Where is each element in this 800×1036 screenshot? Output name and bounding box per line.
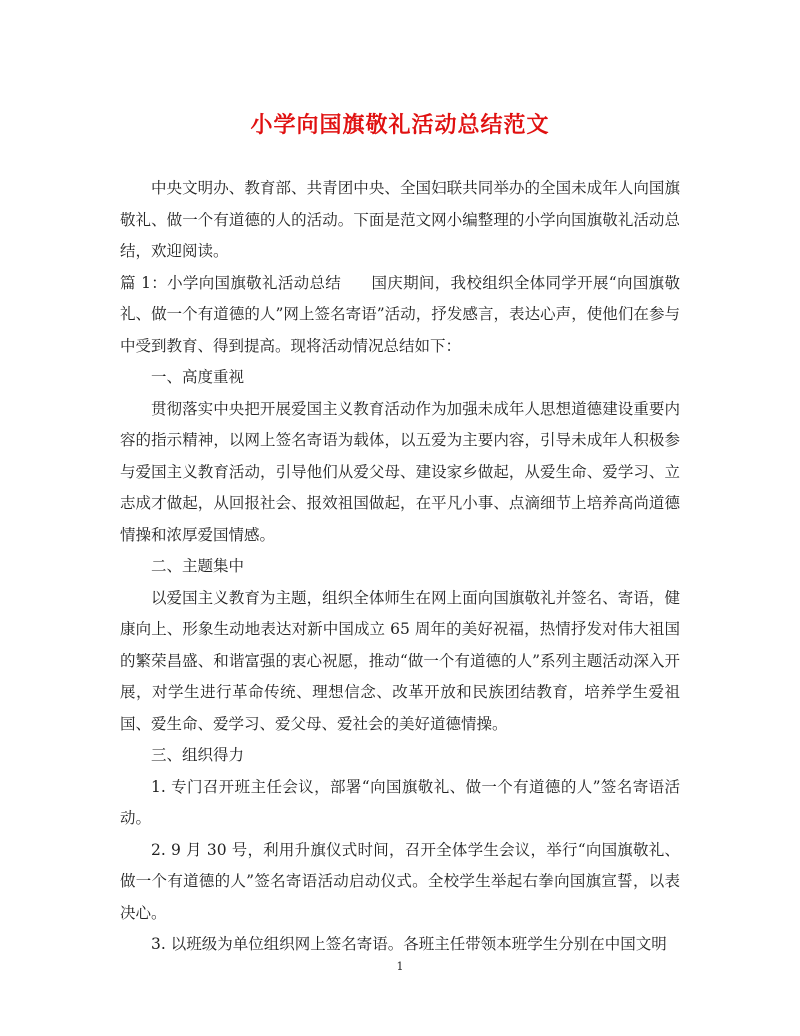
section-paragraph: 3. 以班级为单位组织网上签名寄语。各班主任带领本班学生分别在中国文明 <box>151 935 667 953</box>
document-body <box>120 173 680 961</box>
section-paragraph: 1. 专门召开班主任会议，部署“向国旗敬礼、做一个有道德的人”签名寄语活动。 <box>120 777 680 827</box>
piece-label: 篇 1：小学向国旗敬礼活动总结 <box>120 273 342 292</box>
section-paragraph: 2. 9 月 30 号，利用升旗仪式时间，召开全体学生会议，举行“向国旗敬礼、做一个有道德的人”签名寄语活动启动仪式。全校学生举起右拳向国旗宣誓，以表决心。 <box>120 840 680 922</box>
document-title: 小学向国旗敬礼活动总结范文 <box>250 112 550 138</box>
piece-paragraph <box>120 268 680 363</box>
piece-text: 国庆期间，我校组织全体同学开展“向国旗敬礼、做一个有道德的人”网上签名寄语”活动，抒发感言，表达心声，使他们在参与中受到教育、得到提高。现将活动情况总结如下： <box>120 273 680 355</box>
section-heading: 三、组织得力 <box>151 746 245 764</box>
section-heading: 一、高度重视 <box>151 368 245 386</box>
section-heading: 二、主题集中 <box>151 557 245 575</box>
intro-paragraph: 中央文明办、教育部、共青团中央、全国妇联共同举办的全国未成年人向国旗敬礼、做一个有道德的人的活动。下面是范文网小编整理的小学向国旗敬礼活动总结，欢迎阅读。 <box>120 179 680 260</box>
section-paragraph: 以爱国主义教育为主题，组织全体师生在网上面向国旗敬礼并签名、寄语，健康向上、形象生动地表达对新中国成立 65 周年的美好祝福，热情抒发对伟大祖国的繁荣昌盛、和谐富强的衷心祝愿，推动“做一个有道德的人”系列主题活动深入开展，对学生进行革命传统、理想信念、改革开放和民族团结教育，培养学生爱祖国、爱生命、爱学习、爱父母、爱社会的美好道德情操。 <box>120 588 680 733</box>
page-number: 1 <box>396 960 404 973</box>
section-paragraph: 贯彻落实中央把开展爱国主义教育活动作为加强未成年人思想道德建设重要内容的指示精神，以网上签名寄语为载体，以五爱为主要内容，引导未成年人积极参与爱国主义教育活动，引导他们从爱父母、建设家乡做起，从爱生命、爱学习、立志成才做起，从回报社会、报效祖国做起，在平凡小事、点滴细节上培养高尚道德情操和浓厚爱国情感。 <box>120 399 680 544</box>
